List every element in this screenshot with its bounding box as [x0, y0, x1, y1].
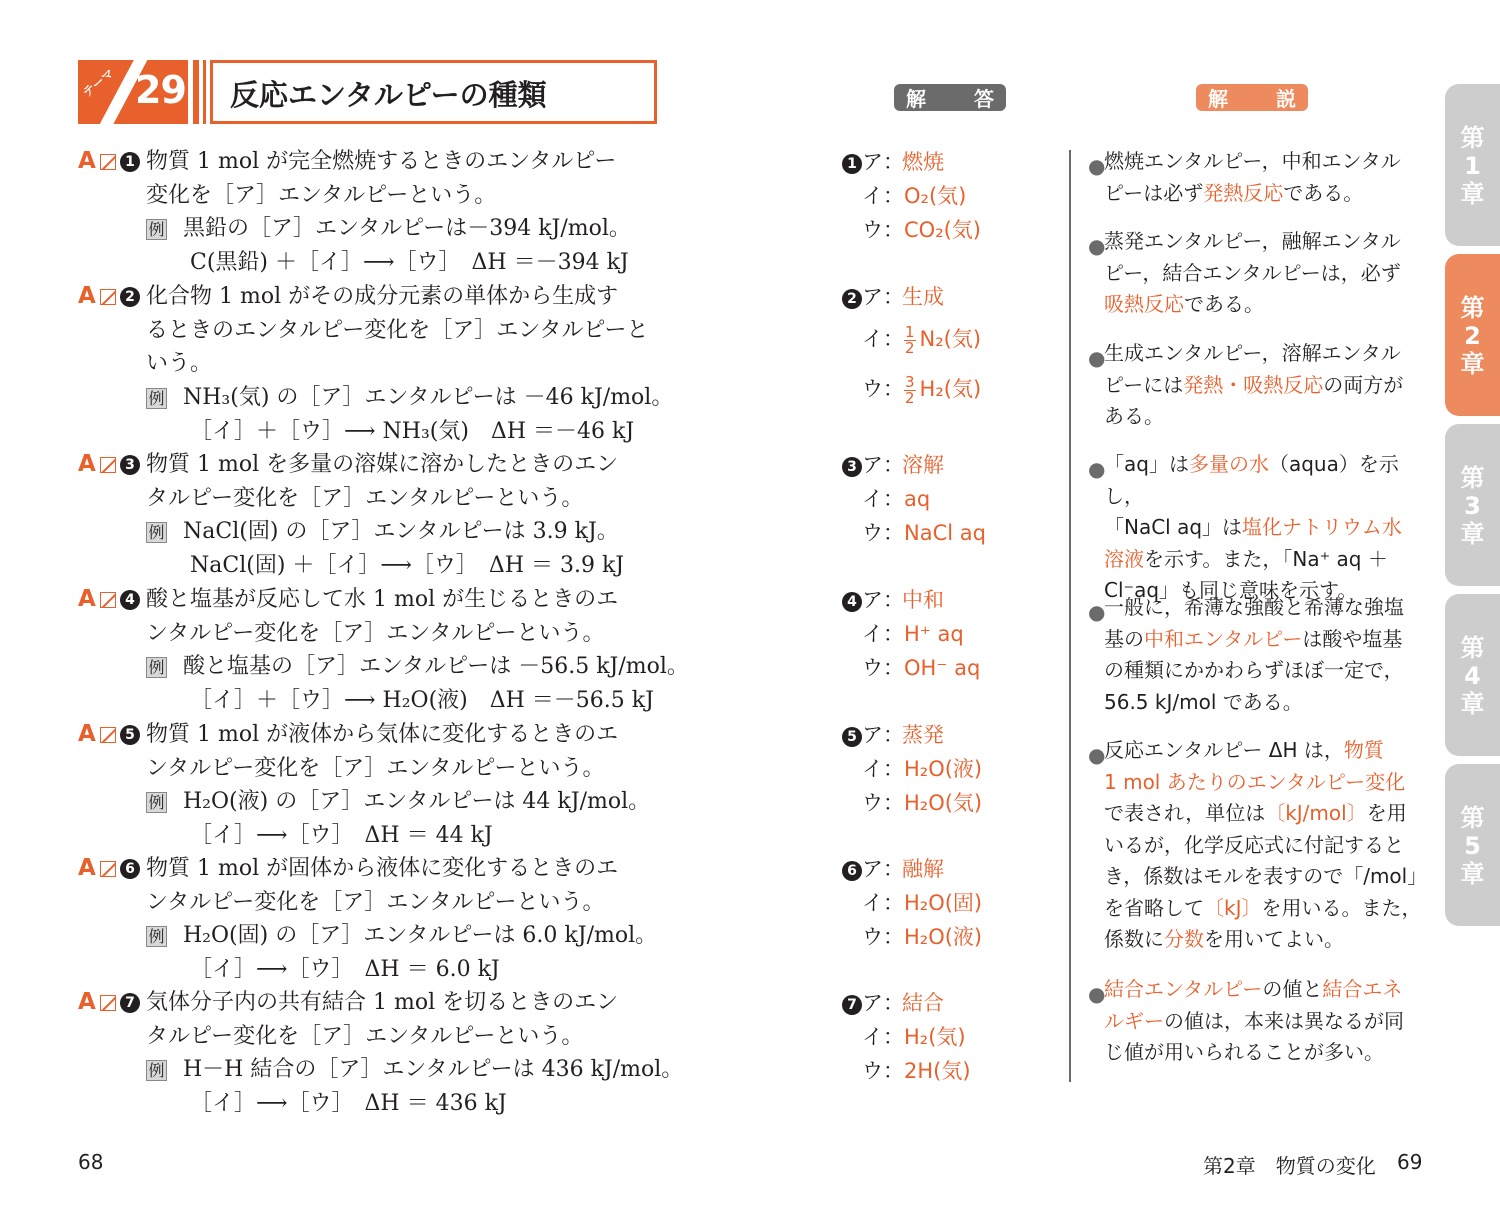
example-mark: 例: [146, 522, 167, 543]
answer-heading: 解 答: [894, 84, 1006, 111]
example-mark: 例: [146, 388, 167, 409]
explanation-5: ● 一般に，希薄な強酸と希薄な強塩 基の中和エンタルピーは酸や塩基 の種類にかかわらずほぼ一定で， 56.5 kJ/mol である。: [1088, 595, 1404, 714]
explanation-1: ● 燃焼エンタルピー，中和エンタル ピーは必ず発熱反応である。: [1088, 149, 1401, 205]
answer-4: 4 ア：中和 イ：H⁺ aq ウ：OH⁻ aq: [842, 583, 980, 685]
example-mark: 例: [146, 1060, 167, 1081]
explanation-2: ● 蒸発エンタルピー，融解エンタル ピー，結合エンタルピーは，必ず 吸熱反応である。: [1088, 229, 1401, 316]
check-box[interactable]: [100, 154, 116, 170]
answer-7: 7 ア：結合 イ：H₂(気) ウ：2H(気): [842, 986, 971, 1088]
chapter-tab-3[interactable]: 第 3 章: [1445, 424, 1500, 586]
example-mark: 例: [146, 926, 167, 947]
theme-badge: [78, 60, 188, 124]
check-box[interactable]: [100, 592, 116, 608]
theme-word: テーマ: [80, 65, 117, 100]
bullet-icon: ●: [1088, 982, 1106, 1006]
fraction: $\frac{1}{2}$: [905, 323, 915, 357]
bullet-icon: ●: [1088, 154, 1106, 178]
check-box[interactable]: [100, 861, 116, 877]
check-box[interactable]: [100, 995, 116, 1011]
right-page-number: 69: [1397, 1150, 1423, 1174]
explanation-4: ● 「aq」は多量の水（aqua）を示し， 「NaCl aq」は塩化ナトリウム水 溶液を示す。また，「Na⁺ aq ＋ Cl⁻aq」も同じ意味を示す。: [1088, 452, 1402, 602]
answer-2: 2 ア：生成 イ： $\frac{1}{2}$ N₂(気) ウ： $\frac{3}{2}$ H₂(気): [842, 280, 981, 414]
explanation-6: ● 反応エンタルピー ΔH は，物質 1 mol あたりのエンタルピー変化 で表され，単位は〔kJ/mol〕を用 いるが，化学反応式に付記すると き，係数はモルを表すので「/mol」 を省略して〔kJ〕を用いる。また， 係数に分数を用いてよい。: [1088, 738, 1428, 951]
theme-number: 29: [135, 68, 186, 112]
check-box[interactable]: [100, 289, 116, 305]
chapter-tab-5[interactable]: 第 5 章: [1445, 764, 1500, 926]
chapter-tab-2[interactable]: 第 2 章: [1445, 254, 1500, 416]
answer-6: 6 ア：融解 イ：H₂O(固) ウ：H₂O(液): [842, 852, 982, 954]
answer-3: 3 ア：溶解 イ：aq ウ：NaCl aq: [842, 448, 986, 550]
bullet-icon: ●: [1088, 234, 1106, 258]
title-box: [210, 60, 657, 124]
chapter-tab-1[interactable]: 第 1 章: [1445, 84, 1500, 246]
bullet-icon: ●: [1088, 346, 1106, 370]
example-mark: 例: [146, 792, 167, 813]
answer-1: 1 ア：燃焼 イ：O₂(気) ウ：CO₂(気): [842, 145, 981, 247]
example-mark: 例: [146, 219, 167, 240]
explanation-3: ● 生成エンタルピー，溶解エンタル ピーには発熱・吸熱反応の両方が ある。: [1088, 341, 1404, 428]
check-box[interactable]: [100, 457, 116, 473]
explanation-heading: 解 説: [1196, 84, 1308, 111]
check-box[interactable]: [100, 727, 116, 743]
bullet-icon: ●: [1088, 457, 1106, 481]
bullet-icon: ●: [1088, 600, 1106, 624]
example-mark: 例: [146, 657, 167, 678]
fraction: $\frac{3}{2}$: [905, 373, 915, 407]
title-bar-thin: [203, 60, 206, 124]
running-footer: 第2章 物質の変化: [1203, 1154, 1376, 1178]
page-title: 反応エンタルピーの種類: [230, 78, 547, 112]
explanation-7: ● 結合エンタルピーの値と結合エネ ルギーの値は，本来は異なるが同 じ値が用いられることが多い。: [1088, 977, 1404, 1064]
bullet-icon: ●: [1088, 743, 1106, 767]
title-bar-thick: [193, 60, 199, 124]
answer-5: 5 ア：蒸発 イ：H₂O(液) ウ：H₂O(気): [842, 718, 982, 820]
column-divider: [1069, 150, 1071, 1082]
chapter-tab-4[interactable]: 第 4 章: [1445, 594, 1500, 756]
left-page-number: 68: [78, 1150, 104, 1174]
